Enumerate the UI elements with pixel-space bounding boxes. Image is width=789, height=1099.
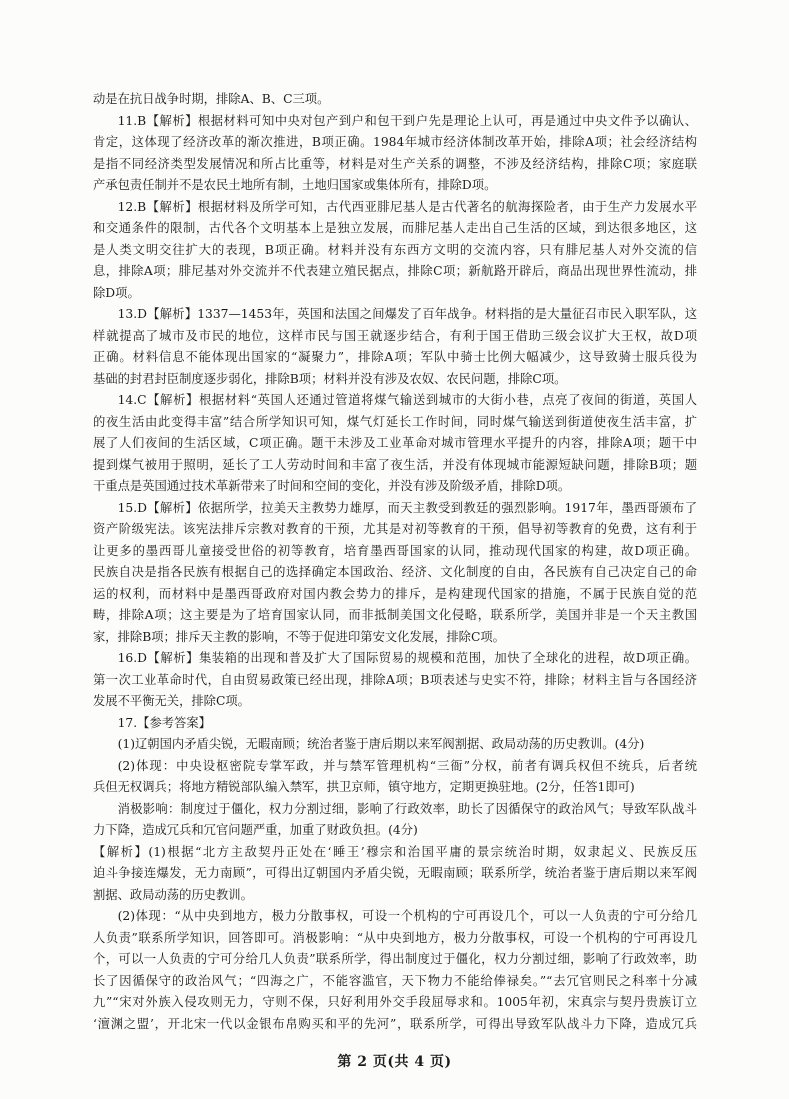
answer-16-explanation <box>93 648 697 713</box>
text-line: 动是在抗日战争时期，排除A、B、C三项。 <box>93 92 330 106</box>
text-line: 【解析】(1)根据“北方主敌契丹正处在‘睡王’穆宗和治国平庸的景宗统治时期，奴隶起义、民族反压 <box>93 844 697 859</box>
text-line: ‘澶渊之盟’，开北宋一代以金银布帛购买和平的先河”，联系所学，可得出导致军队战斗力下降，造成冗兵 <box>93 1016 697 1031</box>
answer-17-part-2 <box>93 756 697 799</box>
text-line: 正确。材料信息不能体现出国家的“凝聚力”，排除A项；军队中骑士比例大幅减少，这导致骑士服兵役为 <box>93 350 697 364</box>
text-line: 15.D【解析】依据所学，拉美天主教势力雄厚，而天主教受到教廷的强烈影响。1917年，墨西哥颁布了 <box>117 500 697 515</box>
text-line: 干重点是英国通过技术革新带来了时间和空间的变化，并没有涉及阶级矛盾，排除D项。 <box>93 479 571 493</box>
text-line: 消极影响：制度过于僵化，权力分割过细，影响了行政效率，助长了因循保守的政治风气；导致军队战斗 <box>117 801 697 816</box>
text-line: 九”“宋对外族入侵攻则无力，守则不保，只好利用外交手段屈辱求和。1005年初，宋真宗与契丹贵族订立 <box>93 995 697 1009</box>
text-line: (1)辽朝国内矛盾尖锐，无暇南顾；统治者鉴于唐后期以来军阀割据、政局动荡的历史教训。(4分) <box>117 737 645 751</box>
text-line: 是指不同经济类型发展情况和所占比重等，材料是对生产关系的调整，不涉及经济结构，排除C项；家庭联 <box>93 156 697 171</box>
answer-17-part-1 <box>93 734 697 756</box>
text-line: 人负责”联系所学知识，回答即可。消极影响：“从中央到地方，极力分散事权，可设一个机构的宁可再设几 <box>93 930 697 945</box>
text-line: 提到煤气被用于照明，延长了工人劳动时间和丰富了夜生活，并没有体现城市能源短缺问题，排除B项；题 <box>93 457 697 472</box>
text-line: 运的权利，而材料中是墨西哥政府对国内教会势力的排斥，是构建现代国家的措施，不属于民族自觉的范 <box>93 586 697 601</box>
text-line: (2)体现：“从中央到地方，极力分散事权，可设一个机构的宁可再设几个，可以一人负责的宁可分给几 <box>117 909 697 923</box>
answer-13-explanation <box>93 304 697 390</box>
text-line: 16.D【解析】集装箱的出现和普及扩大了国际贸易的规模和范围，加快了全球化的进程，故D项正确。 <box>117 651 697 665</box>
text-line: 第一次工业革命时代，自由贸易政策已经出现，排除A项；B项表述与史实不符，排除；材料主旨与各国经济 <box>93 672 697 687</box>
text-line: 让更多的墨西哥儿童接受世俗的初等教育，培育墨西哥国家的认同，推动现代国家的构建，故D项正确。 <box>93 543 697 558</box>
text-line: 兵但无权调兵；将地方精锐部队编入禁军，拱卫京师，镇守地方，定期更换驻地。(2分，任答1即可) <box>93 780 635 794</box>
answer-17-explanation-part-2 <box>93 906 697 1035</box>
answer-11-explanation <box>93 111 697 197</box>
text-line: 12.B【解析】根据材料及所学可知，古代西亚腓尼基人是古代著名的航海探险者，由于生产力发展水平 <box>117 199 697 214</box>
text-line: (2)体现：中央设枢密院专掌军政，并与禁军管理机构“三衙”分权，前者有调兵权但不统兵，后者统 <box>117 758 697 773</box>
answer-17-negative-effects <box>93 799 697 842</box>
text-line: 13.D【解析】1337—1453年，英国和法国之间爆发了百年战争。材料指的是大量征召市民入职军队，这 <box>117 307 697 321</box>
text-line: 17.【参考答案】 <box>117 715 211 730</box>
page-number-footer: 第 2 页(共 4 页) <box>337 1054 452 1070</box>
text-line: 样就提高了城市及市民的地位，这样市民与国王就逐步结合，有利于国王借助三级会议扩大王权，故D项 <box>93 328 697 343</box>
text-line: 11.B【解析】根据材料可知中央对包产到户和包干到户先是理论上认可，再是通过中央文件予以确认、 <box>117 113 697 128</box>
text-line: 割据、政局动荡的历史教训。 <box>93 887 253 902</box>
text-line: 长了因循保守的政治风气；“四海之广，不能容滥官，天下物力不能给俸禄矣。”“去冗官则民之科率十分减 <box>93 973 697 988</box>
text-line: 除D项。 <box>93 285 140 300</box>
text-line: 是人类文明交往扩大的表现，B项正确。材料并没有东西方文明的交流内容，只有腓尼基人对外交流的信 <box>93 242 697 257</box>
answer-key-body <box>93 89 697 1035</box>
text-line: 资产阶级宪法。该宪法排斥宗教对教育的干预，尤其是对初等教育的干预，倡导初等教育的免费，这有利于 <box>93 522 697 536</box>
text-line: 14.C【解析】根据材料“英国人还通过管道将煤气输送到城市的大街小巷，点亮了夜间的街道，英国人 <box>117 393 697 407</box>
text-line: 力下降，造成冗兵和冗官问题严重，加重了财政负担。(4分) <box>93 823 418 837</box>
text-line: 的夜生活由此变得丰富”结合所学知识可知，煤气灯延长工作时间，同时煤气输送到街道使夜生活丰富，扩 <box>93 414 697 429</box>
continued-paragraph <box>93 89 697 111</box>
answer-17-explanation-part-1 <box>93 842 697 907</box>
answer-15-explanation <box>93 498 697 649</box>
text-line: 展了人们夜间的生活区域，C项正确。题干未涉及工业革命对城市管理水平提升的内容，排除A项；题干中 <box>93 436 697 450</box>
text-line: 基础的封君封臣制度逐步弱化，排除B项；材料并没有涉及农奴、农民问题，排除C项。 <box>93 371 567 386</box>
text-line: 家，排除B项；排斥天主教的影响，不等于促进印第安文化发展，排除C项。 <box>93 629 505 644</box>
text-line: 和交通条件的限制，古代各个文明基本上是独立发展，而腓尼基人走出自己生活的区域，到达很多地区，这 <box>93 221 697 235</box>
text-line: 肯定，这体现了经济改革的渐次推进，B项正确。1984年城市经济体制改革开始，排除A项；社会经济结构 <box>93 135 697 149</box>
answer-17-heading <box>93 713 697 735</box>
text-line: 畴，排除A项；这主要是为了培育国家认同，而非抵制美国文化侵略，联系所学，美国并非是一个天主教国 <box>93 608 697 622</box>
text-line: 迫斗争接连爆发，无力南顾”，可得出辽朝国内矛盾尖锐，无暇南顾；联系所学，统治者鉴于唐后期以来军阀 <box>93 866 697 880</box>
text-line: 产承包责任制并不是农民土地所有制，土地归国家或集体所有，排除D项。 <box>93 178 497 192</box>
text-line: 发展不平衡无关，排除C项。 <box>93 694 250 708</box>
text-line: 息，排除A项；腓尼基对外交流并不代表建立殖民据点，排除C项；新航路开辟后，商品出现世界性流动，排 <box>93 264 697 278</box>
answer-12-explanation <box>93 197 697 305</box>
answer-14-explanation <box>93 390 697 498</box>
text-line: 个，可以一人负责的宁可分给几人负责”联系所学，得出制度过于僵化，权力分割过细，影响了行政效率，助 <box>93 952 697 966</box>
text-line: 民族自决是指各民族有根据自己的选择确定本国政治、经济、文化制度的自由，各民族有自己决定自己的命 <box>93 565 697 579</box>
